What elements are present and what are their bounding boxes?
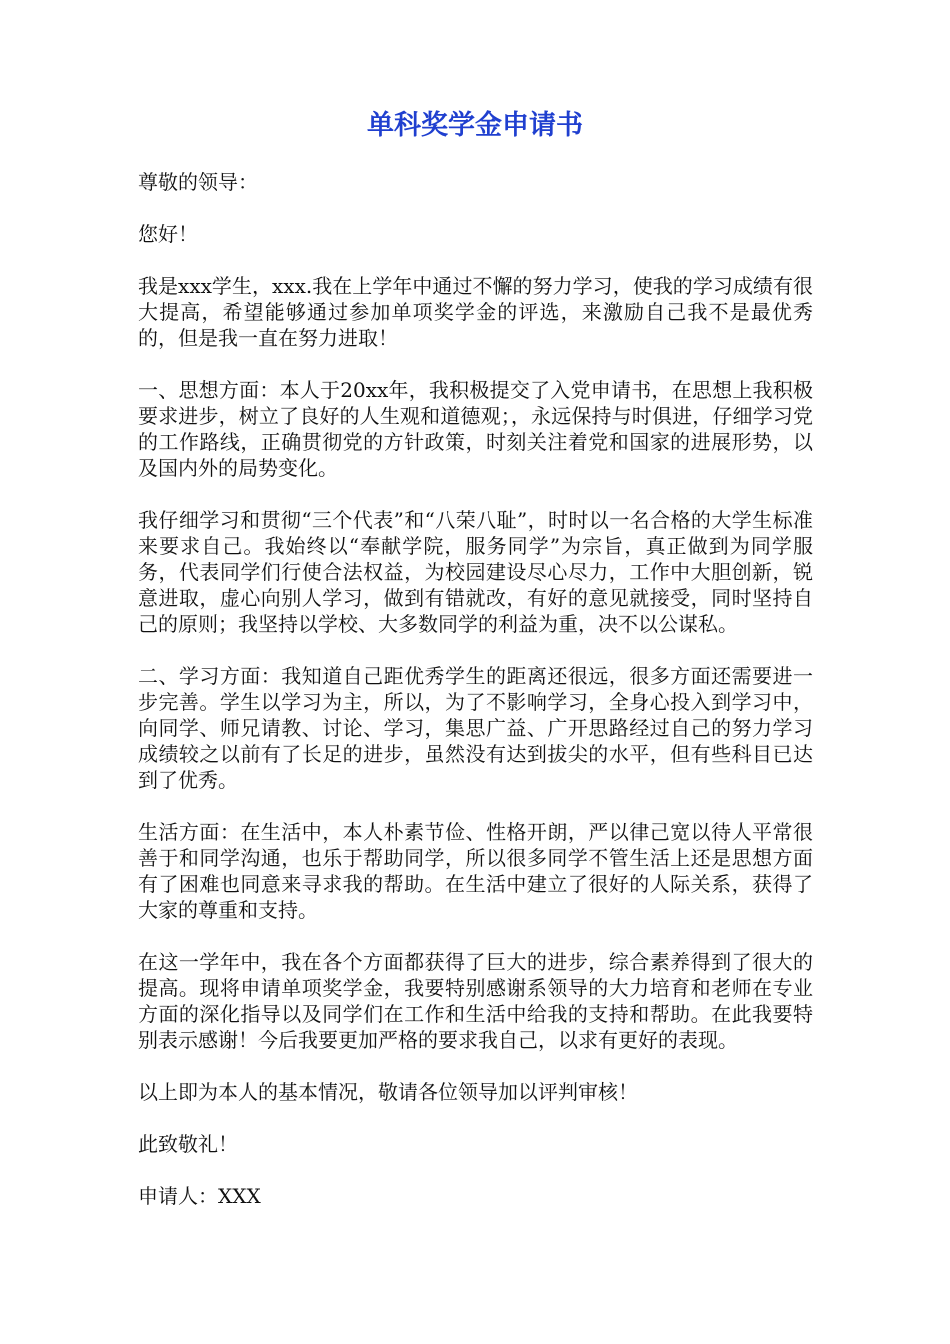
paragraph-request: 以上即为本人的基本情况，敬请各位领导加以评判审核！ <box>138 1080 638 1104</box>
document-body <box>138 169 813 1209</box>
paragraph-introduction: 我是xxx学生，xxx.我在上学年中通过不懈的努力学习，使我的学习成绩有很大提高，希望能够通过参加单项奖学金的评选，来激励自己我不是最优秀的，但是我一直在努力进取！ <box>138 274 813 350</box>
paragraph-study: 二、学习方面：我知道自己距优秀学生的距离还很远，很多方面还需要进一步完善。学生以学习为主，所以，为了不影响学习，全身心投入到学习中，向同学、师兄请教、讨论、学习，集思广益、广开思路经过自己的努力学习成绩较之以前有了长足的进步，虽然没有达到拔尖的水平，但有些科目已达到了优秀。 <box>138 664 813 792</box>
document-title: 单科奖学金申请书 <box>367 110 583 141</box>
paragraph-principles: 我仔细学习和贯彻“三个代表”和“八荣八耻”，时时以一名合格的大学生标准来要求自己。我始终以“奉献学院，服务同学”为宗旨，真正做到为同学服务，代表同学们行使合法权益，为校园建设尽心尽力，工作中大胆创新，锐意进取，虚心向别人学习，做到有错就改，有好的意见就接受，同时坚持自己的原则；我坚持以学校、大多数同学的利益为重，决不以公谋私。 <box>138 508 813 636</box>
paragraph-life: 生活方面：在生活中，本人朴素节俭、性格开朗，严以律己宽以待人平常很善于和同学沟通，也乐于帮助同学，所以很多同学不管生活上还是思想方面有了困难也同意来寻求我的帮助。在生活中建立了很好的人际关系，获得了大家的尊重和支持。 <box>138 820 813 922</box>
paragraph-summary: 在这一学年中，我在各个方面都获得了巨大的进步，综合素养得到了很大的提高。现将申请单项奖学金，我要特别感谢系领导的大力培育和老师在专业方面的深化指导以及同学们在工作和生活中给我的支持和帮助。在此我要特别表示感谢！今后我要更加严格的要求我自己，以求有更好的表现。 <box>138 950 813 1052</box>
paragraph-ideology: 一、思想方面：本人于20xx年，我积极提交了入党申请书，在思想上我积极要求进步，树立了良好的人生观和道德观；，永远保持与时俱进，仔细学习党的工作路线，正确贯彻党的方针政策，时刻关注着党和国家的进展形势，以及国内外的局势变化。 <box>138 378 813 480</box>
salutation: 尊敬的领导： <box>138 170 258 194</box>
closing: 此致敬礼！ <box>138 1132 238 1156</box>
signature: 申请人：XXX <box>138 1184 261 1208</box>
greeting: 您好！ <box>138 222 198 246</box>
